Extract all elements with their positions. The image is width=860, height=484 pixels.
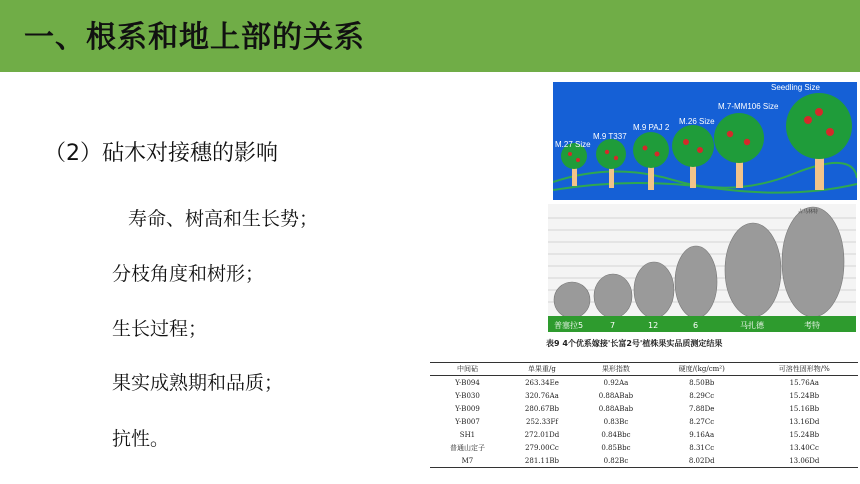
table-cell: 0.88ABab — [598, 391, 634, 400]
tree-height-comparison-image — [548, 204, 856, 332]
table-cell: 0.92Aa — [603, 378, 629, 387]
table-cell: 普通山定子 — [449, 443, 485, 452]
rootstock-label: M.27 Size — [555, 140, 591, 149]
table-row — [430, 389, 858, 402]
table-row — [430, 428, 858, 441]
column-header: 单果重/g — [505, 363, 579, 376]
table-row — [430, 441, 858, 454]
title-bar — [0, 0, 860, 72]
rootstock-name: 马扎德 — [740, 321, 764, 330]
table-cell: 0.83Bc — [603, 417, 629, 426]
table-cell: SH1 — [459, 430, 476, 439]
rootstock-name: 6 — [693, 321, 699, 330]
table-cell: 13.16Dd — [789, 417, 820, 426]
column-header: 中间砧 — [430, 363, 505, 376]
table-cell: 8.27Cc — [689, 417, 715, 426]
table-cell: M7 — [430, 454, 505, 468]
table-row — [430, 376, 858, 390]
rootstock-label: M.26 Size — [679, 117, 715, 126]
bullet-item: 果实成熟期和品质； — [112, 372, 284, 394]
table-row — [430, 454, 858, 468]
table-cell: 279.00Cc — [525, 443, 559, 452]
table-cell: Y-B007 — [455, 417, 480, 426]
rootstock-label: Seedling Size — [771, 83, 820, 92]
table-cell: 8.31Cc — [689, 443, 715, 452]
table-cell: 320.76Aa — [525, 391, 559, 400]
rootstock-name: 12 — [648, 321, 659, 330]
table-cell: 15.24Bb — [789, 391, 820, 400]
table-cell: 13.06Dd — [751, 454, 858, 468]
table-cell: 272.01Dd — [524, 430, 560, 439]
table-cell: 9.16Aa — [689, 430, 715, 439]
rootstock-name: 7 — [610, 321, 616, 330]
column-header: 可溶性固形物/% — [751, 363, 858, 376]
table-cell: Y-B094 — [455, 378, 480, 387]
fruit-quality-table — [430, 362, 858, 468]
table-caption: 表9 4个优系嫁接'长富2号'植株果实品质测定结果 — [546, 339, 723, 348]
table-cell: 0.88ABab — [598, 404, 634, 413]
tree-height-illustration — [548, 204, 856, 332]
table-cell: Y-B009 — [455, 404, 480, 413]
bullet-item: 寿命、树高和生长势； — [128, 208, 319, 230]
chart-corner-label: 占马林特 — [798, 209, 819, 215]
table-cell: 15.76Aa — [789, 378, 819, 387]
table-cell: 8.50Bb — [689, 378, 715, 387]
table-cell: 13.40Cc — [789, 443, 819, 452]
bullet-item: 生长过程； — [112, 318, 208, 340]
table-cell: 8.02Dd — [653, 454, 751, 468]
rootstock-label: M.9 PAJ 2 — [633, 123, 670, 132]
table-row — [430, 402, 858, 415]
slide-subtitle: （2）砧木对接穗的影响 — [44, 141, 278, 166]
rootstock-trees-illustration — [553, 82, 857, 200]
table-cell: 7.88De — [689, 404, 715, 413]
table-cell: 8.29Cc — [689, 391, 715, 400]
table-cell: 0.85Bbc — [601, 443, 631, 452]
table-cell: 281.11Bb — [505, 454, 579, 468]
table-row — [430, 415, 858, 428]
table-cell: 252.33Ff — [526, 417, 558, 426]
table-cell: Y-B030 — [455, 391, 480, 400]
rootstock-name: 普塞拉5 — [554, 321, 584, 330]
rootstock-label: M.9 T337 — [593, 132, 627, 141]
table-cell: 15.16Bb — [789, 404, 820, 413]
table-cell: 280.67Bb — [524, 404, 560, 413]
table-header-row — [430, 363, 858, 376]
table-cell: 15.24Bb — [789, 430, 820, 439]
table-cell: 263.34Ee — [525, 378, 559, 387]
bullet-item: 分枝角度和树形； — [112, 263, 265, 285]
column-header: 硬度/(kg/cm²) — [653, 363, 751, 376]
rootstock-label: M.7-MM106 Size — [718, 102, 779, 111]
table-cell: 0.84Bbc — [601, 430, 631, 439]
rootstock-size-image — [553, 82, 857, 200]
column-header: 果形指数 — [579, 363, 653, 376]
slide-title: 一、根系和地上部的关系 — [24, 20, 365, 55]
table-cell: 0.82Bc — [579, 454, 653, 468]
rootstock-name: 考特 — [804, 321, 820, 330]
bullet-item: 抗性。 — [112, 428, 170, 450]
